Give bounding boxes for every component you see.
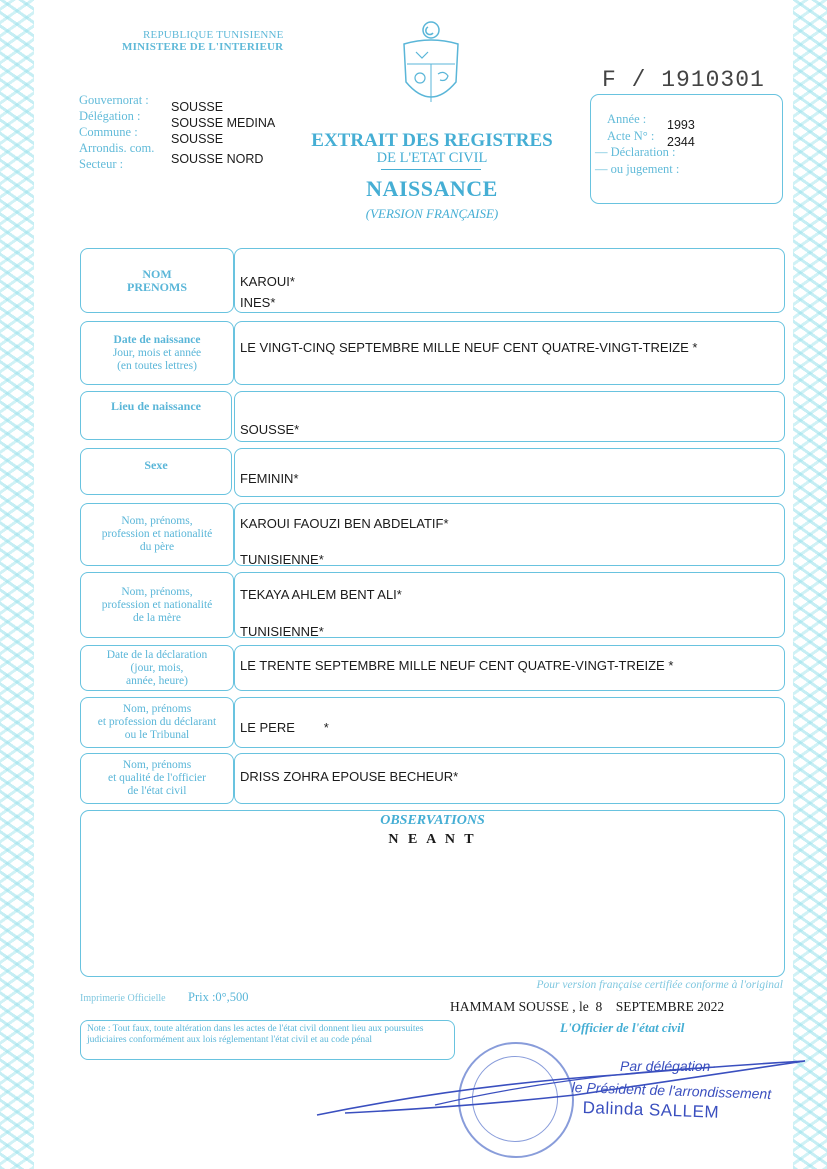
observations-value: N E A N T [388, 832, 477, 847]
acte-value: 2344 [667, 135, 695, 149]
gouvernorat-label: Gouvernorat : [79, 93, 149, 107]
pere-label-1: Nom, prénoms, [121, 515, 193, 527]
dob-value: LE VINGT-CINQ SEPTEMBRE MILLE NEUF CENT QUATRE-VINGT-TREIZE * [240, 340, 698, 355]
dob-label-cell [80, 321, 234, 385]
dob-label-3: (en toutes lettres) [117, 359, 197, 372]
republic-label: REPUBLIQUE TUNISIENNE [143, 29, 284, 41]
mere-label-cell [80, 572, 234, 638]
mere-value-cell [234, 572, 785, 638]
commune-label: Commune : [79, 125, 138, 139]
declarant-label-cell [80, 697, 234, 748]
annee-value: 1993 [667, 118, 695, 132]
mere-label-2: profession et nationalité [101, 598, 213, 611]
dob-value-cell [234, 321, 785, 385]
serial-number: F / 1910301 [602, 67, 765, 93]
nom-label: NOM [142, 266, 172, 281]
location-values [171, 99, 275, 167]
delegation-label: Délégation : [79, 109, 141, 123]
delegation-value: SOUSSE MEDINA [171, 116, 276, 130]
annee-label: Année : [607, 112, 647, 126]
title-rule [381, 169, 481, 170]
observations-box [80, 810, 785, 977]
declarant-value-cell [234, 697, 785, 748]
right-guilloche-border [793, 0, 827, 1169]
mere-name-value: TEKAYA AHLEM BENT ALI* [240, 587, 402, 602]
title-naissance: NAISSANCE [366, 176, 498, 201]
prenoms-value: INES* [240, 295, 276, 310]
lieu-value: SOUSSE* [240, 422, 300, 437]
officier-label-cell [80, 753, 234, 804]
pere-label-cell [80, 503, 234, 566]
mere-label-1: Nom, prénoms, [121, 585, 193, 598]
title-extrait: EXTRAIT DES REGISTRES [311, 130, 553, 151]
decl-label-3: année, heure) [126, 674, 188, 687]
note-text: Note : Tout faux, toute altération dans les actes de l'état civil donnent lieu aux poursuites judiciaires conformément aux lois réglementant l'état civil et au code pénal [87, 1024, 424, 1045]
declaration-date-label-cell [80, 645, 234, 691]
acte-label: Acte N° : [607, 129, 655, 143]
declarant-label-3: ou le Tribunal [124, 729, 190, 741]
pere-name-value: KAROUI FAOUZI BEN ABDELATIF* [240, 516, 449, 531]
sexe-value: FEMININ* [240, 471, 299, 486]
tunisia-coat-of-arms-icon [398, 20, 464, 116]
mere-nationality-value: TUNISIENNE* [240, 624, 324, 639]
decl-label-1: Date de la déclaration [106, 648, 208, 661]
nom-label-cell [80, 248, 234, 313]
secteur-value: SOUSSE NORD [171, 152, 264, 166]
dob-label: Date de naissance [113, 333, 201, 346]
dob-label-2: Jour, mois et année [112, 346, 202, 359]
declarant-value: LE PERE * [240, 720, 329, 735]
officer-title: L'Officier de l'état civil [560, 1020, 685, 1035]
declarant-label-2: et profession du déclarant [97, 716, 217, 728]
gouvernorat-value: SOUSSE [171, 100, 224, 114]
lieu-value-cell [234, 391, 785, 442]
officier-label-1: Nom, prénoms [122, 759, 192, 771]
pere-nationality-value: TUNISIENNE* [240, 552, 324, 567]
prenoms-label: PRENOMS [127, 279, 187, 294]
officier-label-3: de l'état civil [127, 785, 187, 797]
sexe-label: Sexe [144, 458, 168, 472]
officier-value: DRISS ZOHRA EPOUSE BECHEUR* [240, 769, 459, 784]
lieu-label-cell [80, 391, 232, 440]
prix-label: Prix :0°,500 [188, 990, 249, 1004]
delegation-line2: le Président de l'arrondissement [571, 1079, 772, 1102]
delegation-line1: Par délégation [620, 1058, 711, 1074]
mere-label-3: de la mère [133, 611, 181, 624]
signatory-name: Dalinda SALLEM [582, 1098, 720, 1122]
nom-value: KAROUI* [240, 274, 295, 289]
commune-value: SOUSSE [171, 132, 224, 146]
title-version: (VERSION FRANÇAISE) [365, 206, 499, 221]
sexe-value-cell [234, 448, 785, 497]
pere-label-3: du père [139, 541, 175, 553]
ministry-label: MINISTERE DE L'INTERIEUR [122, 41, 284, 53]
sexe-label-cell [80, 448, 232, 495]
pere-value-cell [234, 503, 785, 566]
arrondis-label: Arrondis. com. [79, 141, 155, 155]
declarant-label-1: Nom, prénoms [122, 703, 192, 715]
acte-box [590, 94, 783, 204]
officier-label-2: et qualité de l'officier [108, 772, 206, 784]
officier-value-cell [234, 753, 785, 804]
decl-label-2: (jour, mois, [130, 661, 184, 674]
place-date: HAMMAM SOUSSE , le 8 SEPTEMBRE 2022 [450, 999, 725, 1014]
observations-label: OBSERVATIONS [380, 813, 485, 828]
secteur-label: Secteur : [79, 157, 124, 171]
lieu-label: Lieu de naissance [110, 399, 201, 413]
pere-label-2: profession et nationalité [101, 528, 213, 540]
imprimerie-label: Imprimerie Officielle [80, 993, 166, 1004]
location-labels [79, 92, 154, 172]
jugement-label: — ou jugement : [595, 162, 680, 176]
declaration-label: — Déclaration : [595, 145, 676, 159]
declaration-date-value-cell [234, 645, 785, 691]
nom-value-cell [234, 248, 785, 313]
certified-label: Pour version française certifiée conforme à l'original [536, 979, 783, 991]
title-etat-civil: DE L'ETAT CIVIL [376, 150, 488, 166]
left-guilloche-border [0, 0, 34, 1169]
declaration-date-value: LE TRENTE SEPTEMBRE MILLE NEUF CENT QUATRE-VINGT-TREIZE * [240, 658, 674, 673]
